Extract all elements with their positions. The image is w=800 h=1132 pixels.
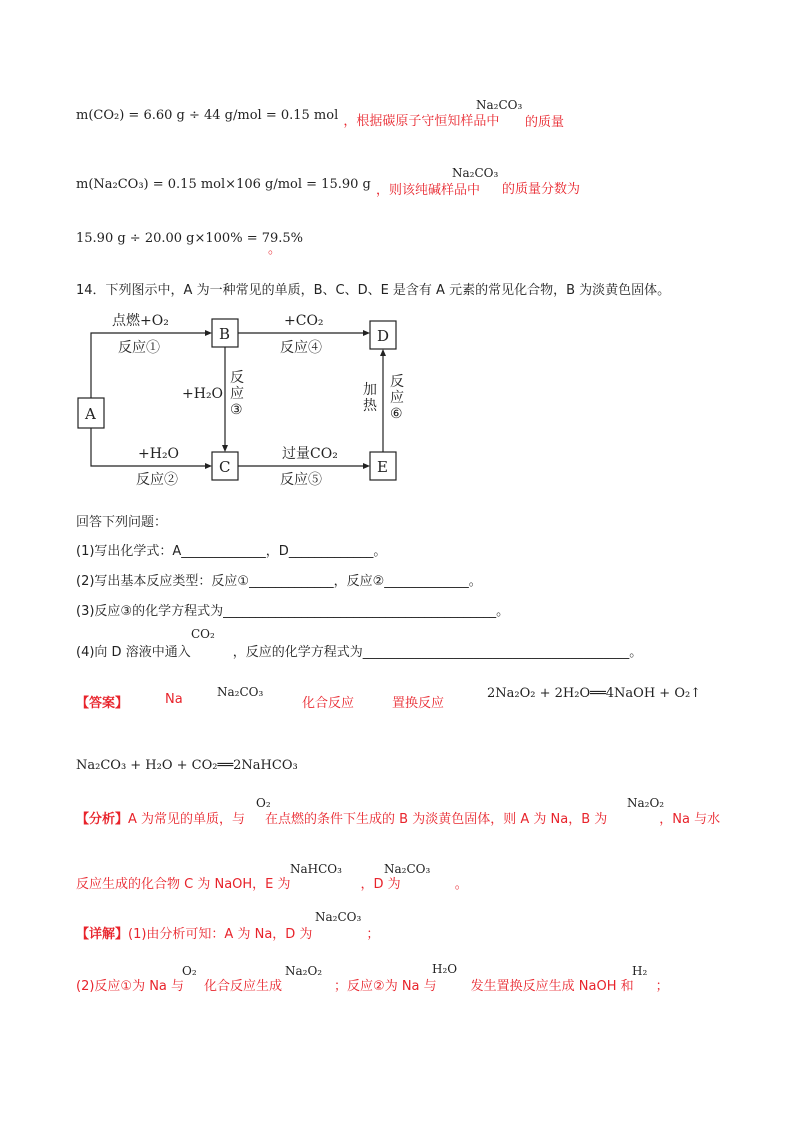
analysis-formula-o2: O₂ — [256, 796, 271, 810]
calc-line-2 — [76, 173, 480, 198]
question-2: (2)写出基本反应类型：反应①_____________，反应②_____________。 — [76, 574, 482, 589]
question-intro: 回答下列问题： — [76, 515, 168, 530]
reaction-3-label-1: 反 — [230, 370, 244, 386]
calc-text-2: ，则该纯碱样品中 — [375, 183, 480, 198]
question-1: (1)写出化学式：A_____________，D_____________。 — [76, 544, 387, 559]
node-b-label: B — [219, 325, 231, 343]
reaction-5-condition: 过量CO₂ — [282, 446, 338, 462]
reaction-5-label: 反应⑤ — [280, 472, 322, 488]
question-4-formula: CO₂ — [191, 627, 215, 641]
node-e-label: E — [377, 458, 388, 476]
question-4 — [76, 641, 642, 660]
reaction-3-label-3: ③ — [230, 402, 243, 418]
detail-text-1: (1)由分析可知：A 为 Na，D 为 — [128, 927, 313, 942]
reaction-2-label: 反应② — [136, 472, 178, 488]
detail-2-text-4: 发生置换反应生成 NaOH 和 — [470, 979, 634, 994]
answer-d: Na₂CO₃ — [217, 685, 264, 699]
detail-2-text-2: 化合反应生成 — [204, 979, 283, 994]
analysis-formula-na2co3: Na₂CO₃ — [384, 862, 431, 876]
reaction-6-label-3: ⑥ — [390, 406, 403, 422]
calc-eq-3: 15.90 g ÷ 20.00 g×100% = 79.5% — [76, 231, 304, 246]
node-d-label: D — [377, 327, 390, 345]
analysis-text-6: 。 — [454, 877, 468, 892]
node-c-label: C — [219, 458, 231, 476]
detail-2-text-3: ；反应②为 Na 与 — [334, 979, 437, 994]
reaction-4-condition: +CO₂ — [284, 313, 324, 329]
calc-line-1 — [76, 104, 500, 129]
answer-reaction-2-type: 置换反应 — [392, 696, 445, 711]
reaction-1-condition: 点燃+O₂ — [112, 313, 169, 329]
reaction-1-label: 反应① — [118, 340, 160, 356]
reaction-3-condition: +H₂O — [182, 386, 224, 402]
reaction-6-label-1: 反 — [390, 374, 404, 390]
calc-text-1: ，根据碳原子守恒知样品中 — [343, 114, 500, 129]
detail-2-text-1: (2)反应①为 Na 与 — [76, 979, 185, 994]
reaction-2-condition: +H₂O — [138, 446, 180, 462]
detail-text-2: ； — [366, 927, 380, 942]
question-3: (3)反应③的化学方程式为__________________________________________。 — [76, 604, 510, 619]
reaction-6-condition-2: 热 — [363, 398, 377, 414]
calc-tail-3: 。 — [268, 242, 282, 257]
detail-formula-na2co3: Na₂CO₃ — [315, 910, 362, 924]
analysis-text-3: ，Na 与水 — [659, 812, 721, 827]
answer-equation-4: Na₂CO₃ + H₂O + CO₂══2NaHCO₃ — [76, 758, 298, 773]
answer-a: Na — [165, 692, 183, 707]
node-a-label: A — [85, 405, 96, 423]
calc-eq-2: m(Na₂CO₃) = 0.15 mol×106 g/mol = 15.90 g — [76, 177, 371, 192]
reaction-6-label-2: 应 — [390, 390, 404, 406]
analysis-text-2: 在点燃的条件下生成的 B 为淡黄色固体，则 A 为 Na，B 为 — [265, 812, 608, 827]
detail-line-2 — [76, 975, 669, 994]
reaction-diagram — [72, 306, 412, 496]
detail-formula-o2: O₂ — [182, 964, 197, 978]
analysis-formula-nahco3: NaHCO₃ — [290, 862, 342, 876]
analysis-formula-na2o2: Na₂O₂ — [627, 796, 665, 810]
reaction-4-label: 反应④ — [280, 340, 322, 356]
detail-formula-na2o2: Na₂O₂ — [285, 964, 323, 978]
calc-eq-1: m(CO₂) = 6.60 g ÷ 44 g/mol = 0.15 mol — [76, 108, 339, 123]
answer-reaction-1-type: 化合反应 — [302, 696, 355, 711]
question-stem: 14．下列图示中，A 为一种常见的单质，B、C、D、E 是含有 A 元素的常见化合物，B 为淡黄色固体。 — [76, 283, 671, 298]
question-4-pre: (4)向 D 溶液中通入 — [76, 645, 191, 660]
analysis-text-4: 反应生成的化合物 C 为 NaOH，E 为 — [76, 877, 291, 892]
analysis-text-5: ，D 为 — [360, 877, 401, 892]
detail-formula-h2: H₂ — [632, 964, 648, 978]
detail-label: 【详解】 — [76, 927, 129, 942]
calc-tail-2: 的质量分数为 — [502, 182, 581, 197]
reaction-3-label-2: 应 — [230, 386, 244, 402]
answer-label: 【答案】 — [76, 696, 129, 711]
analysis-text-1: A 为常见的单质，与 — [128, 812, 246, 827]
detail-line-1 — [76, 923, 379, 942]
answer-equation-3: 2Na₂O₂ + 2H₂O══4NaOH + O₂↑ — [487, 686, 702, 701]
calc-formula-2: Na₂CO₃ — [452, 166, 499, 180]
detail-formula-h2o: H₂O — [432, 962, 458, 976]
reaction-6-condition-1: 加 — [363, 382, 377, 398]
calc-tail-1: 的质量 — [525, 115, 565, 130]
analysis-label: 【分析】 — [76, 812, 129, 827]
detail-2-text-5: ； — [655, 979, 669, 994]
analysis-line-1 — [76, 808, 720, 827]
calc-formula-1: Na₂CO₃ — [476, 98, 523, 112]
question-4-post: ，反应的化学方程式为_________________________________________。 — [232, 645, 643, 660]
